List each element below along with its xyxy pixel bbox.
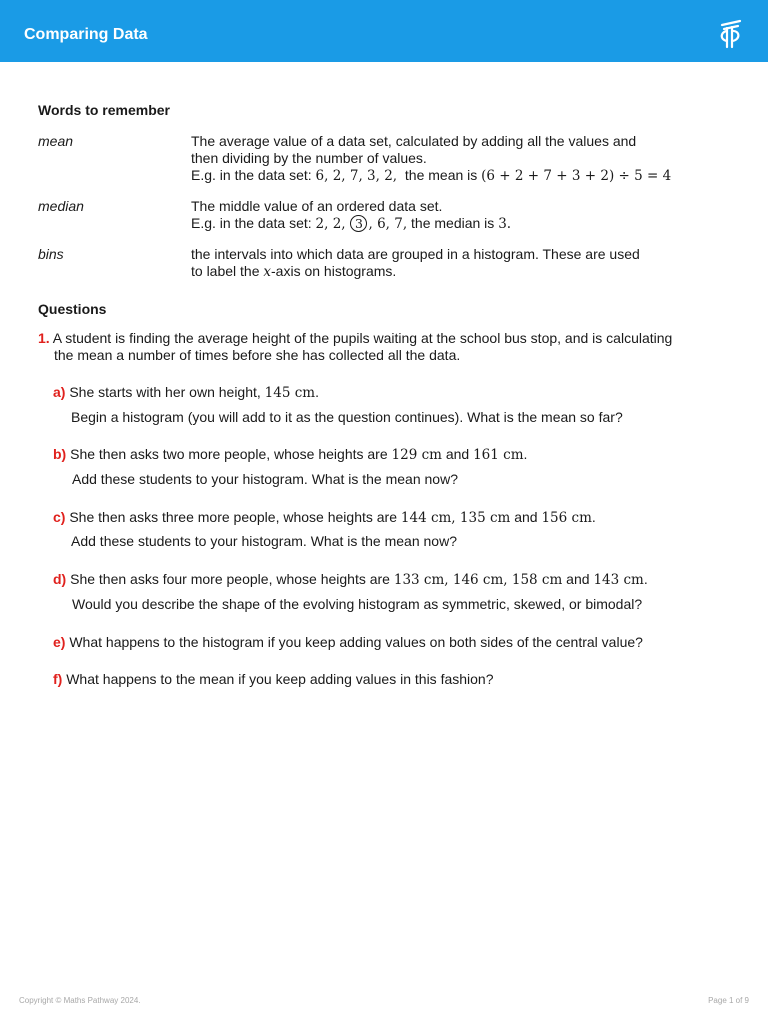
question-number: 1. xyxy=(38,330,50,346)
definition-bins xyxy=(191,246,731,281)
question-1a-instruction: Begin a histogram (you will add to it as the question continues). What is the mean so far? xyxy=(71,409,623,425)
example-prefix: E.g. in the data set: xyxy=(191,167,316,183)
height-value: 143 cm xyxy=(593,572,644,588)
example-data-set: 2, 2, xyxy=(315,216,346,232)
question-text: . xyxy=(315,384,319,400)
question-1-line-2: the mean a number of times before she has collected all the data. xyxy=(54,347,461,363)
circled-median-value: 3 xyxy=(350,215,367,232)
question-1b xyxy=(53,446,527,464)
height-value: 133 cm, 146 cm, 158 cm xyxy=(393,572,563,588)
example-text: the median is xyxy=(407,215,499,231)
term-mean: mean xyxy=(38,133,74,149)
maths-pathway-logo-icon xyxy=(718,18,744,50)
height-value: 129 cm xyxy=(391,447,442,463)
question-1d-instruction: Would you describe the shape of the evolving histogram as symmetric, skewed, or bimodal? xyxy=(72,596,643,612)
example-median-value: 3. xyxy=(498,216,512,232)
question-text: She then asks three more people, whose heights are xyxy=(65,509,401,525)
example-line xyxy=(191,215,731,233)
question-1a xyxy=(53,384,319,402)
question-text: and xyxy=(441,446,474,462)
definition-line: The average value of a data set, calculated by adding all the values and xyxy=(191,133,637,149)
part-label: f) xyxy=(53,671,63,687)
definition-line: The middle value of an ordered data set. xyxy=(191,198,443,214)
part-label: c) xyxy=(53,509,66,525)
question-1f xyxy=(53,671,494,688)
definition-text: to label the xyxy=(191,263,264,279)
question-text: . xyxy=(523,446,528,462)
example-prefix: E.g. in the data set: xyxy=(191,215,316,231)
header-bar xyxy=(0,0,768,62)
question-1c-instruction: Add these students to your histogram. What is the mean now? xyxy=(71,533,457,549)
height-value: 144 cm, 135 cm xyxy=(400,510,511,526)
question-text: . xyxy=(643,571,648,587)
question-text: and xyxy=(510,509,542,525)
example-data-set: 6, 2, 7, 3, 2, xyxy=(315,168,398,184)
part-label: b) xyxy=(53,446,67,462)
definition-line: then dividing by the number of values. xyxy=(191,150,427,166)
part-label: d) xyxy=(53,571,67,587)
height-value: 156 cm xyxy=(541,510,592,526)
x-variable: x xyxy=(263,264,272,280)
definition-median xyxy=(191,198,731,233)
question-1d xyxy=(53,571,648,589)
question-text: She then asks four more people, whose heights are xyxy=(66,571,394,587)
question-text: and xyxy=(562,571,594,587)
definition-mean xyxy=(191,133,731,185)
question-text: . xyxy=(591,509,596,525)
question-1 xyxy=(38,330,672,347)
questions-heading: Questions xyxy=(38,301,107,317)
question-text: What happens to the histogram if you keep adding values on both sides of the central value? xyxy=(65,634,643,650)
example-text: the mean is xyxy=(397,167,482,183)
height-value: 161 cm xyxy=(473,447,524,463)
part-label: e) xyxy=(53,634,66,650)
definition-line: the intervals into which data are grouped in a histogram. These are used xyxy=(191,246,640,262)
page-title: Comparing Data xyxy=(24,26,148,43)
question-text: A student is finding the average height of the pupils waiting at the school bus stop, and is calculating xyxy=(49,330,673,346)
question-text: She starts with her own height, xyxy=(65,384,265,400)
question-text: What happens to the mean if you keep adding values in this fashion? xyxy=(62,671,494,687)
words-heading: Words to remember xyxy=(38,102,170,118)
question-1c xyxy=(53,509,596,527)
example-line xyxy=(191,167,731,185)
definition-line xyxy=(191,263,731,281)
example-data-set: , 6, 7, xyxy=(368,216,408,232)
question-1e xyxy=(53,634,643,651)
part-label: a) xyxy=(53,384,66,400)
height-value: 145 cm xyxy=(264,385,316,401)
term-bins: bins xyxy=(38,246,64,262)
term-median: median xyxy=(38,198,84,214)
example-calculation: (6 + 2 + 7 + 3 + 2) ÷ 5 = 4 xyxy=(481,168,672,184)
question-text: She then asks two more people, whose heights are xyxy=(66,446,392,462)
footer-copyright: Copyright © Maths Pathway 2024. xyxy=(19,996,141,1005)
footer-page-number: Page 1 of 9 xyxy=(708,996,749,1005)
question-1b-instruction: Add these students to your histogram. What is the mean now? xyxy=(72,471,458,487)
definition-text: -axis on histograms. xyxy=(271,263,397,279)
